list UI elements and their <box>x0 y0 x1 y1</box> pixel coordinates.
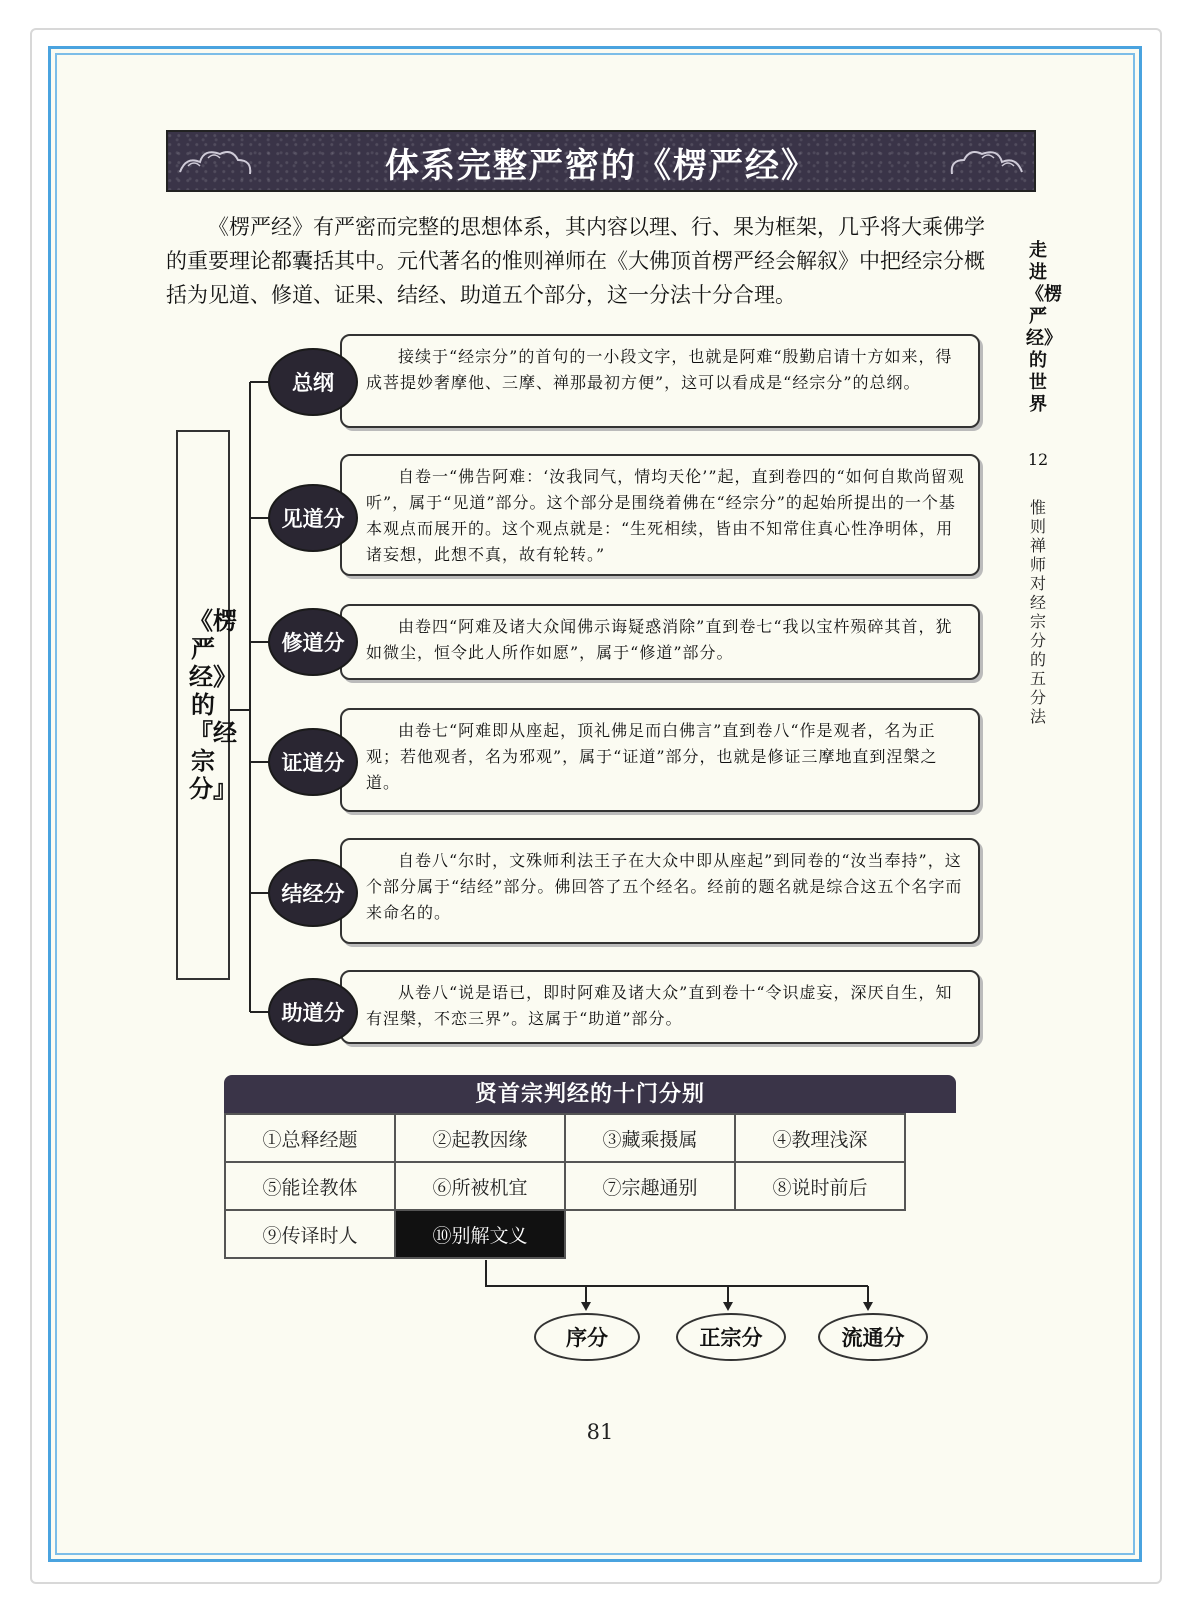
intro-paragraph: 《楞严经》有严密而完整的思想体系，其内容以理、行、果为框架，几乎将大乘佛学的重要理论都囊括其中。元代著名的惟则禅师在《大佛顶首楞严经会解叙》中把经宗分概括为见道、修道、证果、结经、助道五个部分，这一分法十分合理。 <box>166 215 985 307</box>
table-cell: ①总释经题 <box>225 1114 395 1162</box>
table-title: 贤首宗判经的十门分别 <box>224 1075 956 1113</box>
section-node-jiejing <box>270 861 356 925</box>
section-card-xiudao <box>340 604 980 680</box>
table-cell-empty <box>735 1210 905 1258</box>
section-node-zhudao <box>270 980 356 1044</box>
table-row <box>225 1210 905 1258</box>
table-row <box>225 1162 905 1210</box>
section-node-zhengdao <box>270 730 356 794</box>
page-title: 体系完整严密的《楞严经》 <box>385 146 817 186</box>
side-chapter-title: 走进《楞严经》的世界 <box>1026 240 1062 415</box>
table-cell: ⑥所被机宜 <box>395 1162 565 1210</box>
section-text: 从卷八“说是语已，即时阿难及诸大众”直到卷十“令识虚妄，深厌自生，知有涅槃，不恋三界”。这属于“助道”部分。 <box>366 983 953 1028</box>
section-text: 接续于“经宗分”的首句的一小段文字，也就是阿难“殷勤启请十方如来，得成菩提妙奢摩他、三摩、禅那最初方便”，这可以看成是“经宗分”的总纲。 <box>366 347 953 392</box>
side-chapter-number: 12 <box>1027 450 1049 469</box>
section-node-label: 助道分 <box>281 1001 345 1025</box>
section-card-jiejing <box>340 838 980 944</box>
table-cell: ⑦宗趣通别 <box>565 1162 735 1210</box>
output-oval-zhengzongfen: 正宗分 <box>676 1313 786 1361</box>
section-text: 由卷四“阿难及诸大众闻佛示诲疑惑消除”直到卷七“我以宝杵殒碎其首，犹如微尘，恒令此人所作如愿”，属于“修道”部分。 <box>366 617 953 662</box>
table-row <box>225 1114 905 1162</box>
side-chapter-subtitle: 惟则禅师对经宗分的五分法 <box>1029 498 1046 726</box>
section-node-label: 证道分 <box>281 751 345 775</box>
table-cell: ⑧说时前后 <box>735 1162 905 1210</box>
table-cell-highlighted: ⑩别解文义 <box>395 1210 565 1258</box>
section-node-zonggang <box>270 350 356 414</box>
output-oval-liutongfen: 流通分 <box>818 1313 928 1361</box>
tree-root-box <box>176 430 237 980</box>
table-cell: ③藏乘摄属 <box>565 1114 735 1162</box>
output-oval-xufen: 序分 <box>534 1313 640 1361</box>
section-card-zonggang <box>340 334 980 428</box>
section-text: 自卷一“佛告阿难：‘汝我同气，情均天伦’”起，直到卷四的“如何自欺尚留观听”，属于“见道”部分。这个部分是围绕着佛在“经宗分”的起始所提出的一个基本观点而展开的。这个观点就是：“生死相续，皆由不知常住真心性净明体，用诸妄想，此想不真，故有轮转。” <box>366 467 965 564</box>
section-card-zhengdao <box>340 708 980 812</box>
table-cell: ②起教因缘 <box>395 1114 565 1162</box>
section-node-label: 修道分 <box>281 631 345 655</box>
section-node-label: 总纲 <box>292 371 334 395</box>
table-cell: ⑤能诠教体 <box>225 1162 395 1210</box>
section-node-jiandao <box>270 486 356 550</box>
section-node-label: 见道分 <box>281 507 345 531</box>
section-node-xiudao <box>270 610 356 674</box>
ten-gates-table <box>224 1113 906 1259</box>
section-text: 自卷八“尔时，文殊师利法王子在大众中即从座起”到同卷的“汝当奉持”，这个部分属于“结经”部分。佛回答了五个经名。经前的题名就是综合这五个名字而来命名的。 <box>366 851 963 922</box>
table-cell: ⑨传译时人 <box>225 1210 395 1258</box>
section-node-label: 结经分 <box>281 882 345 906</box>
table-cell: ④教理浅深 <box>735 1114 905 1162</box>
section-card-zhudao <box>340 970 980 1044</box>
section-card-jiandao <box>340 454 980 576</box>
tree-root-label: 《楞严经》的『经宗分』 <box>189 607 237 803</box>
table-cell-empty <box>565 1210 735 1258</box>
page-number: 81 <box>586 1420 614 1444</box>
section-text: 由卷七“阿难即从座起，顶礼佛足而白佛言”直到卷八“作是观者，名为正观；若他观者，名为邪观”，属于“证道”部分，也就是修证三摩地直到涅槃之道。 <box>366 721 938 792</box>
